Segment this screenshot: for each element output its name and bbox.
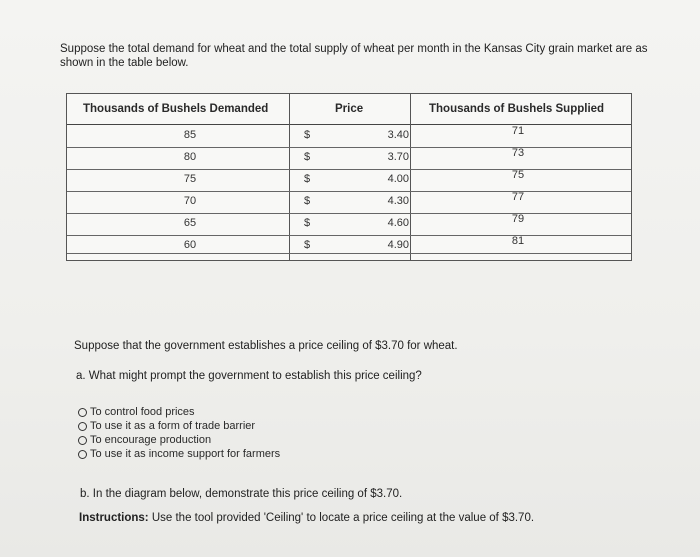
question-a: a. What might prompt the government to establish this price ceiling? [76, 370, 422, 382]
supplied-cell: 73 [511, 147, 525, 159]
demanded-cell: 70 [183, 195, 197, 207]
price-cell: 4.60 [387, 217, 409, 229]
demanded-cell: 80 [183, 151, 197, 163]
price-cell: 4.30 [387, 195, 409, 207]
option-label: To use it as a form of trade barrier [90, 420, 256, 432]
radio-icon[interactable] [78, 408, 87, 417]
instructions-label: Instructions: [79, 512, 149, 524]
problem-intro: Suppose the total demand for wheat and the total supply of wheat per month in the Kansas City grain market are as shown in the table below. [60, 43, 648, 69]
option-label: To control food prices [90, 406, 195, 418]
demanded-cell: 85 [183, 129, 197, 141]
supplied-cell: 77 [511, 191, 525, 203]
option-label: To encourage production [90, 434, 212, 446]
dollar-sign: $ [304, 195, 311, 207]
option-encourage-production[interactable] [78, 433, 280, 447]
demanded-cell: 60 [183, 239, 197, 251]
table-row [67, 213, 631, 236]
radio-icon[interactable] [78, 450, 87, 459]
option-income-support[interactable] [78, 447, 280, 461]
instructions-text: Use the tool provided 'Ceiling' to locate a price ceiling at the value of $3.70. [148, 512, 535, 524]
demanded-cell: 65 [183, 217, 197, 229]
dollar-sign: $ [304, 239, 311, 251]
radio-icon[interactable] [78, 436, 87, 445]
demanded-cell: 75 [183, 173, 197, 185]
table-row [67, 191, 631, 214]
price-cell: 3.40 [387, 129, 409, 141]
table-row [67, 235, 631, 254]
question-b: b. In the diagram below, demonstrate this price ceiling of $3.70. [80, 488, 403, 500]
dollar-sign: $ [304, 129, 311, 141]
table-row [67, 125, 631, 148]
supplied-cell: 71 [511, 125, 525, 137]
instructions [79, 512, 534, 524]
header-demanded: Thousands of Bushels Demanded [83, 103, 269, 115]
table-row [67, 169, 631, 192]
dollar-sign: $ [304, 151, 311, 163]
supplied-cell: 75 [511, 169, 525, 181]
option-control-food-prices[interactable] [78, 405, 280, 419]
header-supplied: Thousands of Bushels Supplied [429, 103, 605, 115]
table-row [67, 147, 631, 170]
option-label: To use it as income support for farmers [90, 448, 281, 460]
supply-demand-table [66, 93, 632, 261]
price-cell: 3.70 [387, 151, 409, 163]
price-cell: 4.90 [387, 239, 409, 251]
supplied-cell: 81 [511, 235, 525, 247]
dollar-sign: $ [304, 217, 311, 229]
price-cell: 4.00 [387, 173, 409, 185]
table-header [67, 94, 631, 125]
dollar-sign: $ [304, 173, 311, 185]
radio-icon[interactable] [78, 422, 87, 431]
answer-options [78, 405, 280, 461]
header-price: Price [335, 103, 364, 115]
supplied-cell: 79 [511, 213, 525, 225]
option-trade-barrier[interactable] [78, 419, 280, 433]
scenario-text: Suppose that the government establishes a price ceiling of $3.70 for wheat. [74, 340, 458, 352]
